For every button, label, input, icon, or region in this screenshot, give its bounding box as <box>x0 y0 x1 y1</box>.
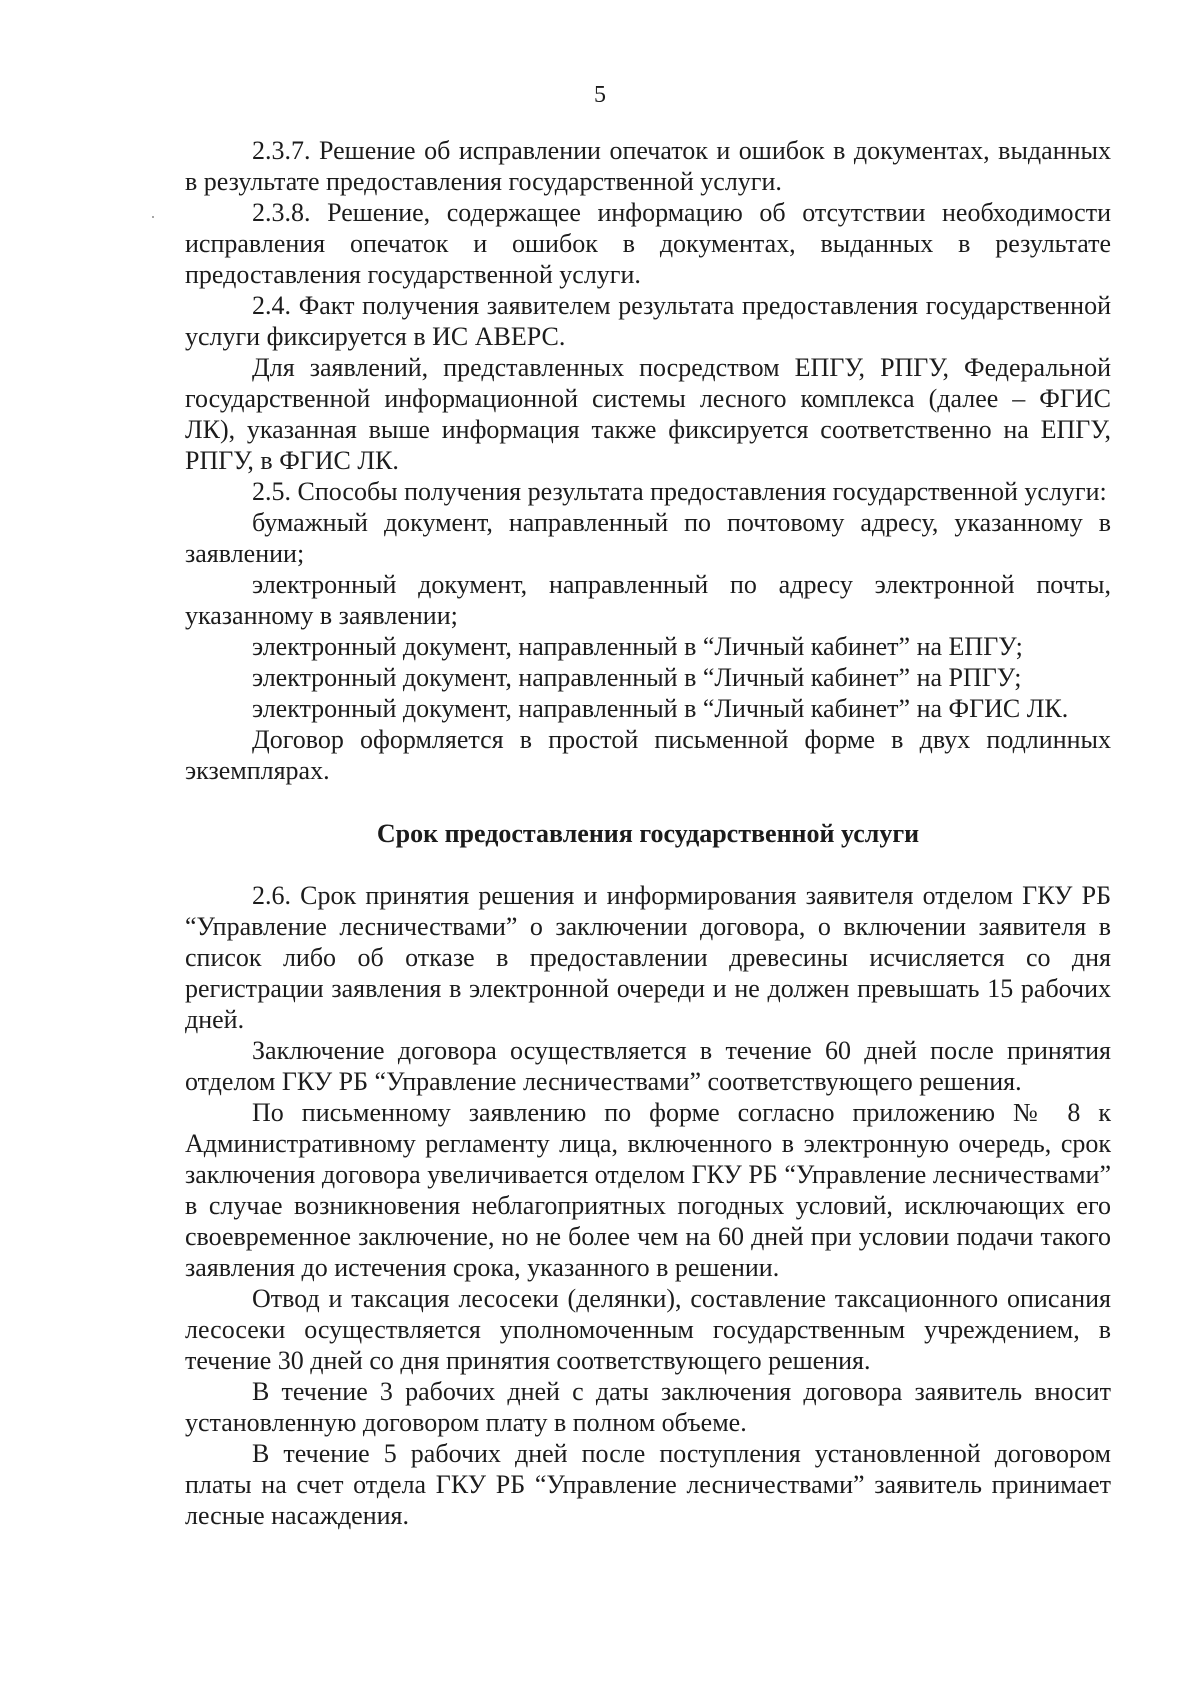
paragraph-2-3-7: 2.3.7. Решение об исправлении опечаток и ошибок в документах, выданных в результате предоставления государственной услуги. <box>185 136 1111 196</box>
paragraph-applications-note: Для заявлений, представленных посредством ЕПГУ, РПГУ, Федеральной государственной информационной системы лесного комплекса (далее – ФГИС ЛК), указанная выше информация также фиксируется соответственно на ЕПГУ, РПГУ, в ФГИС ЛК. <box>185 353 1111 475</box>
page-number: 5 <box>594 82 606 108</box>
paragraph-2-4: 2.4. Факт получения заявителем результата предоставления государственной услуги фиксируется в ИС АВЕРС. <box>185 291 1111 351</box>
paragraph-payment: В течение 3 рабочих дней с даты заключения договора заявитель вносит установленную договором плату в полном объеме. <box>185 1377 1111 1437</box>
list-item-epgu-cabinet: электронный документ, направленный в “Личный кабинет” на ЕПГУ; <box>252 632 1023 661</box>
list-item-email-document: электронный документ, направленный по адресу электронной почты, указанному в заявлении; <box>185 570 1111 630</box>
page-body <box>185 135 1111 1531</box>
paragraph-2-3-8: 2.3.8. Решение, содержащее информацию об отсутствии необходимости исправления опечаток и ошибок в документах, выданных в результате предоставления государственной услуги. <box>185 198 1111 289</box>
paragraph-contract-form: Договор оформляется в простой письменной форме в двух подлинных экземплярах. <box>185 725 1111 785</box>
paragraph-2-6: 2.6. Срок принятия решения и информирования заявителя отделом ГКУ РБ “Управление лесничествами” о заключении договора, о включении заявителя в список либо об отказе в предоставлении древесины исчисляется со дня регистрации заявления в электронной очереди и не должен превышать 15 рабочих дней. <box>185 881 1111 1034</box>
section-heading: Срок предоставления государственной услуги <box>376 819 920 848</box>
list-item-fgis-cabinet: электронный документ, направленный в “Личный кабинет” на ФГИС ЛК. <box>252 694 1069 723</box>
paragraph-contract-term: Заключение договора осуществляется в течение 60 дней после принятия отделом ГКУ РБ “Управление лесничествами” соответствующего решения. <box>185 1036 1111 1096</box>
paragraph-2-5: 2.5. Способы получения результата предоставления государственной услуги: <box>252 477 1107 506</box>
list-item-paper-document: бумажный документ, направленный по почтовому адресу, указанному в заявлении; <box>185 508 1111 568</box>
paragraph-acceptance: В течение 5 рабочих дней после поступления установленной договором платы на счет отдела ГКУ РБ “Управление лесничествами” заявитель принимает лесные насаждения. <box>185 1439 1111 1530</box>
scan-speck <box>152 216 154 218</box>
paragraph-allotment-taxation: Отвод и таксация лесосеки (делянки), составление таксационного описания лесосеки осуществляется уполномоченным государственным учреждением, в течение 30 дней со дня принятия соответствующего решения. <box>185 1284 1111 1375</box>
paragraph-term-extension: По письменному заявлению по форме согласно приложению № 8 к Административному регламенту лица, включенного в электронную очередь, срок заключения договора увеличивается отделом ГКУ РБ “Управление лесничествами” в случае возникновения неблагоприятных погодных условий, исключающих его своевременное заключение, но не более чем на 60 дней при условии подачи такого заявления до истечения срока, указанного в решении. <box>185 1098 1111 1282</box>
list-item-rpgu-cabinet: электронный документ, направленный в “Личный кабинет” на РПГУ; <box>252 663 1022 692</box>
